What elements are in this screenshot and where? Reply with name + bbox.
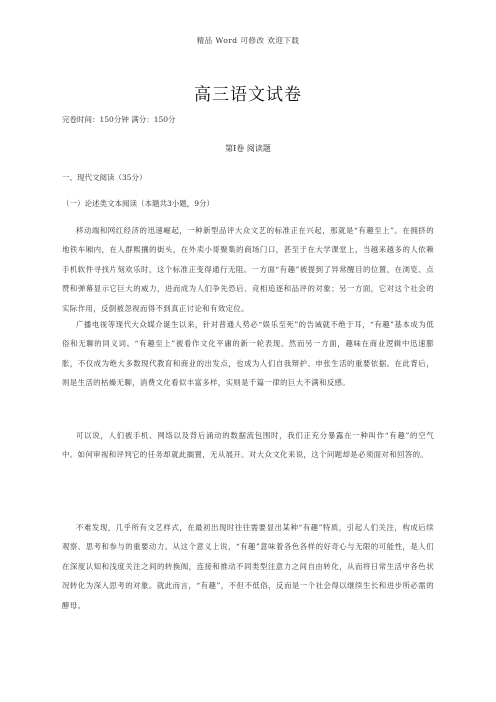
exam-info: 完卷时间：150分钟 满分：150分 [62,115,176,124]
section-heading: 一、现代文阅读（35分） [62,173,147,182]
paragraph: 广播电视等现代大众媒介诞生以来，针对普通人势必“娱乐至死”的告诫就不绝于耳，“有趣”基本成为低俗和无聊的同义词。“有趣至上”被看作文化平庸的新一轮表现。然而另一方面，趣味在商业逻辑中迅速膨胀，不仅成为绝大多数现代教育和商业的出发点，也成为人们自我辩护、申张生活的重要依据。在此背后，则是生活的枯燥无聊，消费文化看似丰富多样，实则是千篇一律的巨大不满和反感。 [62,320,434,388]
paragraph: 可以说，人们被手机、网络以及背后涌动的数据流包围时，我们正充分暴露在一种叫作“有趣”的空气中。如何审视和评判它的任务却就此搁置，无从展开。对大众文化来说，这个问题却是必须面对和回答的。 [62,431,434,460]
page-title: 高三语文试卷 [194,85,302,105]
paragraph: 移动端和网红经济的迅速崛起，一种新型品评大众文艺的标准正在兴起，那就是“有趣至上”。在拥挤的地铁车厢内，在人群熙攘的街头，在外卖小哥聚集的商场门口，甚至于在大学课堂上，当越来越多的人依赖手机软件寻找片刻欢乐时，这个标准正变得通行无阻。一方面“有趣”被提到了异常醒目的位置，在浏览、点赞和弹幕显示它巨大的威力，进而成为人们争先恐后、竞相追逐和品评的对象；另一方面，它对这个社会的实际作用，反倒被忽视而得不到真正讨论和有效定位。 [62,226,434,313]
volume-heading: 第Ⅰ卷 阅读题 [225,144,271,153]
subsection-heading: （一）论述类文本阅读（本题共3小题，9分） [62,199,215,208]
paragraph: 不难发现，几乎所有文艺样式，在最初出现时往往需要显出某种“有趣”特质，引起人们关注，构成后续观察、思考和参与的重要动力。从这个意义上说，“有趣”意味着各色各样的好奇心与无限的可能性，是人们在深度认知和浅度关注之间的转换阀，连接和推动不同类型注意力之间自由转化，从而将日常生活中各色状况转化为深入思考的对象。就此而言，“有趣”，不但不低俗，反而是一个社会得以继续生长和进步所必需的酵母。 [62,523,434,610]
header-note: 精品 Word 可修改 欢迎下载 [196,36,300,45]
